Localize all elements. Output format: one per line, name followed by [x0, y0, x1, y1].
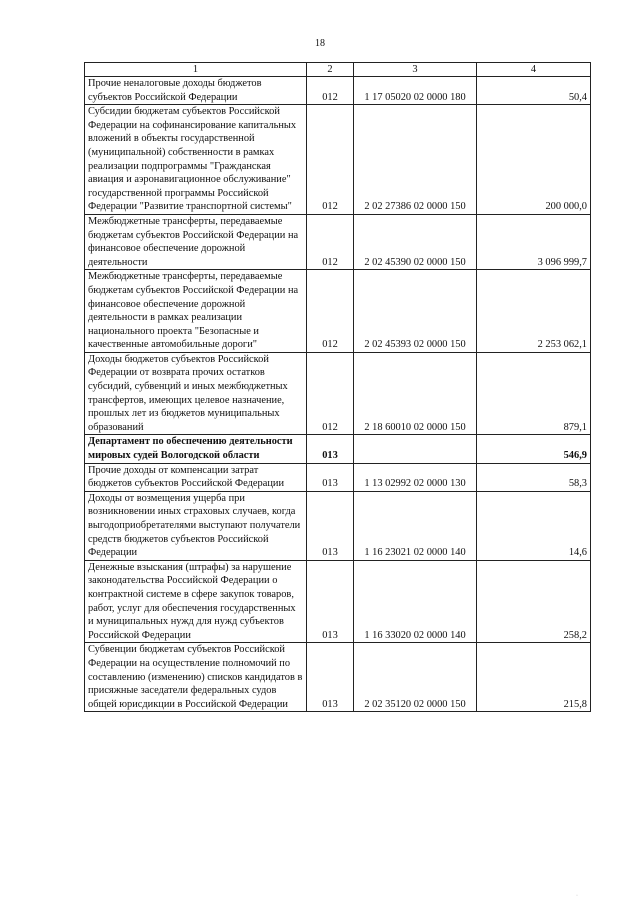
table-row: [85, 491, 591, 560]
row-admin-code-cell: 012: [307, 270, 354, 353]
row-kbk-cell: 2 02 27386 02 0000 150: [354, 105, 477, 215]
row-amount-cell: 546,9: [477, 435, 591, 463]
row-amount-cell: 215,8: [477, 643, 591, 712]
row-amount-cell: 50,4: [477, 77, 591, 105]
row-kbk-cell: 2 02 45390 02 0000 150: [354, 214, 477, 269]
column-header-3: 3: [354, 63, 477, 77]
row-amount-cell: 3 096 999,7: [477, 214, 591, 269]
row-admin-code-cell: 013: [307, 643, 354, 712]
table-row: [85, 435, 591, 463]
row-kbk-cell: 2 18 60010 02 0000 150: [354, 352, 477, 435]
row-admin-code-cell: 013: [307, 463, 354, 491]
row-name-cell: Субсидии бюджетам субъектов Российской Федерации на софинансирование капитальных вложений в объекты государственной (муниципальной) собственности в рамках реализации подпрограммы "Гражданская авиация и аэронавигационное обслуживание" государственной программы Российской Федерации "Развитие транспортной системы": [85, 105, 307, 215]
row-name-cell: Межбюджетные трансферты, передаваемые бюджетам субъектов Российской Федерации на финансовое обеспечение дорожной деятельности: [85, 214, 307, 269]
row-admin-code-cell: 012: [307, 352, 354, 435]
table-row: [85, 352, 591, 435]
header-row: [85, 63, 591, 77]
column-header-4: 4: [477, 63, 591, 77]
row-admin-code-cell: 013: [307, 491, 354, 560]
row-admin-code-cell: 012: [307, 105, 354, 215]
row-admin-code-cell: 013: [307, 435, 354, 463]
column-header-2: 2: [307, 63, 354, 77]
table-row: [85, 463, 591, 491]
table-row: [85, 643, 591, 712]
table-row: [85, 77, 591, 105]
row-name-cell: Межбюджетные трансферты, передаваемые бюджетам субъектов Российской Федерации на финансовое обеспечение дорожной деятельности в рамках реализации национального проекта "Безопасные и качественные автомобильные дороги": [85, 270, 307, 353]
row-amount-cell: 58,3: [477, 463, 591, 491]
row-kbk-cell: 2 02 45393 02 0000 150: [354, 270, 477, 353]
revenue-table: [84, 62, 591, 712]
row-name-cell: Доходы бюджетов субъектов Российской Федерации от возврата прочих остатков субсидий, субвенций и иных межбюджетных трансфертов, имеющих целевое назначение, прошлых лет из бюджетов муниципальных образований: [85, 352, 307, 435]
table-row: [85, 560, 591, 643]
table-row: [85, 105, 591, 215]
row-amount-cell: 14,6: [477, 491, 591, 560]
row-name-cell: Денежные взыскания (штрафы) за нарушение законодательства Российской Федерации о контрактной системе в сфере закупок товаров, работ, услуг для обеспечения государственных и муниципальных нужд для нужд субъектов Российской Федерации: [85, 560, 307, 643]
row-kbk-cell: 1 16 33020 02 0000 140: [354, 560, 477, 643]
row-admin-code-cell: 012: [307, 77, 354, 105]
row-amount-cell: 200 000,0: [477, 105, 591, 215]
page-number: 18: [315, 38, 325, 49]
row-admin-code-cell: 013: [307, 560, 354, 643]
row-amount-cell: 258,2: [477, 560, 591, 643]
row-kbk-cell: 2 02 35120 02 0000 150: [354, 643, 477, 712]
row-amount-cell: 2 253 062,1: [477, 270, 591, 353]
table-row: [85, 270, 591, 353]
row-kbk-cell: 1 17 05020 02 0000 180: [354, 77, 477, 105]
row-name-cell: Прочие неналоговые доходы бюджетов субъектов Российской Федерации: [85, 77, 307, 105]
table-body: [85, 77, 591, 712]
row-kbk-cell: 1 16 23021 02 0000 140: [354, 491, 477, 560]
row-kbk-cell: [354, 435, 477, 463]
row-name-cell: Департамент по обеспечению деятельности мировых судей Вологодской области: [85, 435, 307, 463]
table-row: [85, 214, 591, 269]
row-name-cell: Доходы от возмещения ущерба при возникновении иных страховых случаев, когда выгодоприобретателями выступают получатели средств бюджетов субъектов Российской Федерации: [85, 491, 307, 560]
row-amount-cell: 879,1: [477, 352, 591, 435]
row-kbk-cell: 1 13 02992 02 0000 130: [354, 463, 477, 491]
column-header-1: 1: [85, 63, 307, 77]
row-admin-code-cell: 012: [307, 214, 354, 269]
row-name-cell: Прочие доходы от компенсации затрат бюджетов субъектов Российской Федерации: [85, 463, 307, 491]
footer-scan-mark: ·: [576, 893, 578, 899]
row-name-cell: Субвенции бюджетам субъектов Российской Федерации на осуществление полномочий по составлению (изменению) списков кандидатов в присяжные заседатели федеральных судов общей юрисдикции в Российской Федерации: [85, 643, 307, 712]
